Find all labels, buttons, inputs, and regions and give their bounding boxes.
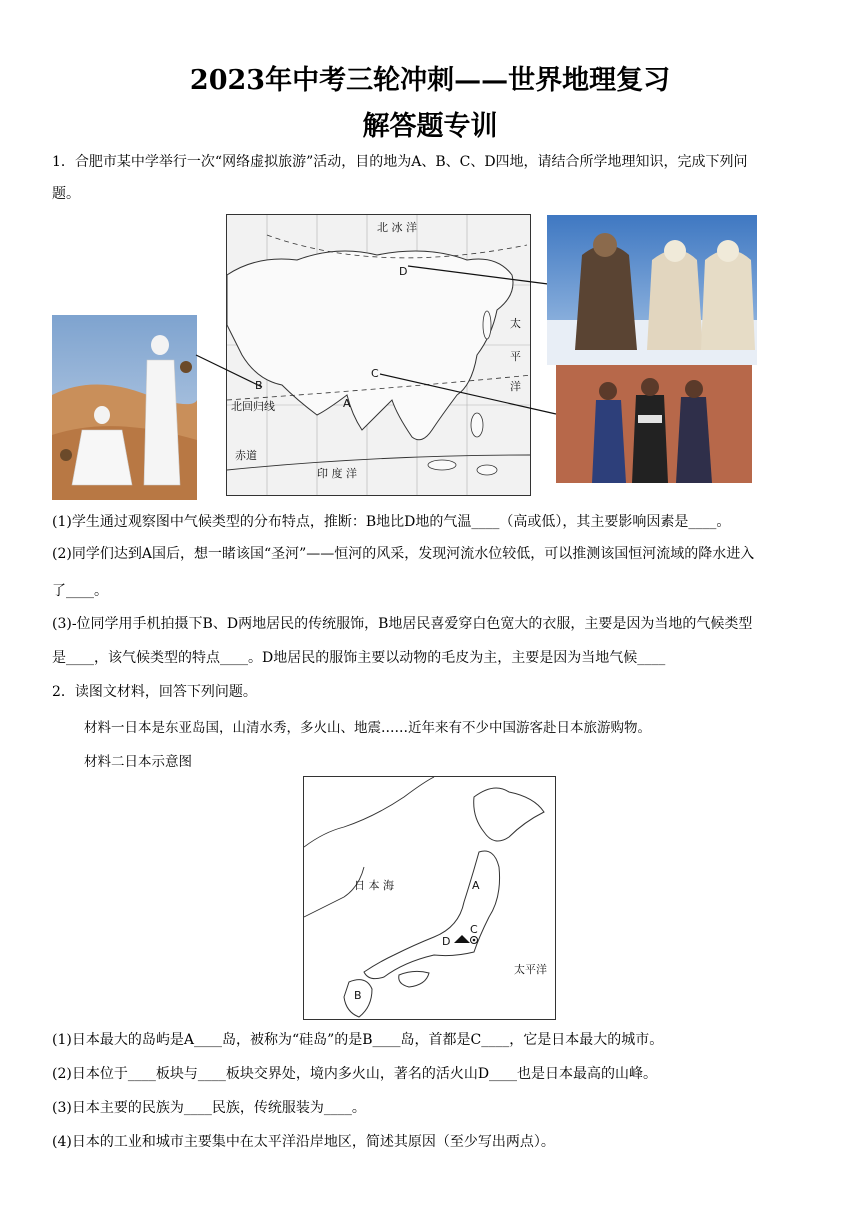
q1-sub3-line1: (3)-位同学用手机拍摄下B、D两地居民的传统服饰，B地居民喜爱穿白色宽大的衣服，主要是因为当地的气候类型 — [52, 616, 753, 632]
q1-stem-line1: 1．合肥市某中学举行一次“网络虚拟旅游”活动，目的地为A、B、C、D四地，请结合所学地理知识，完成下列问 — [52, 154, 748, 170]
japan-point-b: B — [354, 989, 362, 1002]
q2-sub2: (2)日本位于____板块与____板块交界处，境内多火山，著名的活火山D____也是日本最高的山峰。 — [52, 1066, 658, 1082]
map-label-pacific-3: 洋 — [510, 380, 521, 393]
map-label-indian: 印 度 洋 — [317, 467, 357, 480]
japan-map — [303, 776, 556, 1020]
map-label-pacific-2: 平 — [510, 350, 521, 363]
q2-sub1: (1)日本最大的岛屿是A____岛，被称为“硅岛”的是B____岛，首都是C____，它是日本最大的城市。 — [52, 1032, 664, 1048]
map-label-pacific-1: 太 — [510, 317, 521, 330]
map-label-equator: 赤道 — [235, 449, 257, 462]
page-subtitle: 解答题专训 — [362, 111, 498, 142]
q1-sub1: (1)学生通过观察图中气候类型的分布特点，推断：B地比D地的气温____（高或低），其主要影响因素是____。 — [52, 514, 731, 530]
q2-material2: 材料二日本示意图 — [84, 754, 192, 770]
japan-point-a: A — [472, 879, 480, 892]
map-label-tropic: 北回归线 — [231, 400, 275, 413]
page-title: 2023年中考三轮冲刺——世界地理复习 — [189, 65, 671, 96]
q2-stem: 2．读图文材料，回答下列问题。 — [52, 684, 257, 700]
q1-stem-line2: 题。 — [52, 186, 80, 202]
q1-sub2-line1: (2)同学们达到A国后，想一睹该国“圣河”——恒河的风采，发现河流水位较低，可以推测该国恒河流域的降水进入 — [52, 546, 755, 562]
q1-sub2-line2: 了____。 — [52, 583, 108, 599]
map-point-b: B — [255, 379, 263, 392]
map-point-a: A — [343, 397, 351, 410]
map-label-pacific-jp: 太平洋 — [514, 963, 547, 976]
japan-point-c: C — [470, 923, 478, 936]
q2-sub4: (4)日本的工业和城市主要集中在太平洋沿岸地区，简述其原因（至少写出两点）。 — [52, 1134, 555, 1150]
tibetan-people-photo — [556, 365, 752, 483]
map-label-japan-sea: 日 本 海 — [354, 879, 394, 892]
arctic-people-photo — [547, 215, 757, 365]
japan-point-d: D — [442, 935, 451, 948]
q2-material1: 材料一日本是东亚岛国，山清水秀，多火山、地震……近年来有不少中国游客赴日本旅游购物。 — [84, 720, 651, 736]
q1-sub3-line2: 是____，该气候类型的特点____。D地居民的服饰主要以动物的毛皮为主，主要是因为当地气候____ — [52, 650, 666, 666]
q2-sub3: (3)日本主要的民族为____民族，传统服装为____。 — [52, 1100, 366, 1116]
map-point-d: D — [399, 265, 408, 278]
map-label-arctic: 北 冰 洋 — [377, 221, 417, 234]
map-point-c: C — [371, 367, 379, 380]
